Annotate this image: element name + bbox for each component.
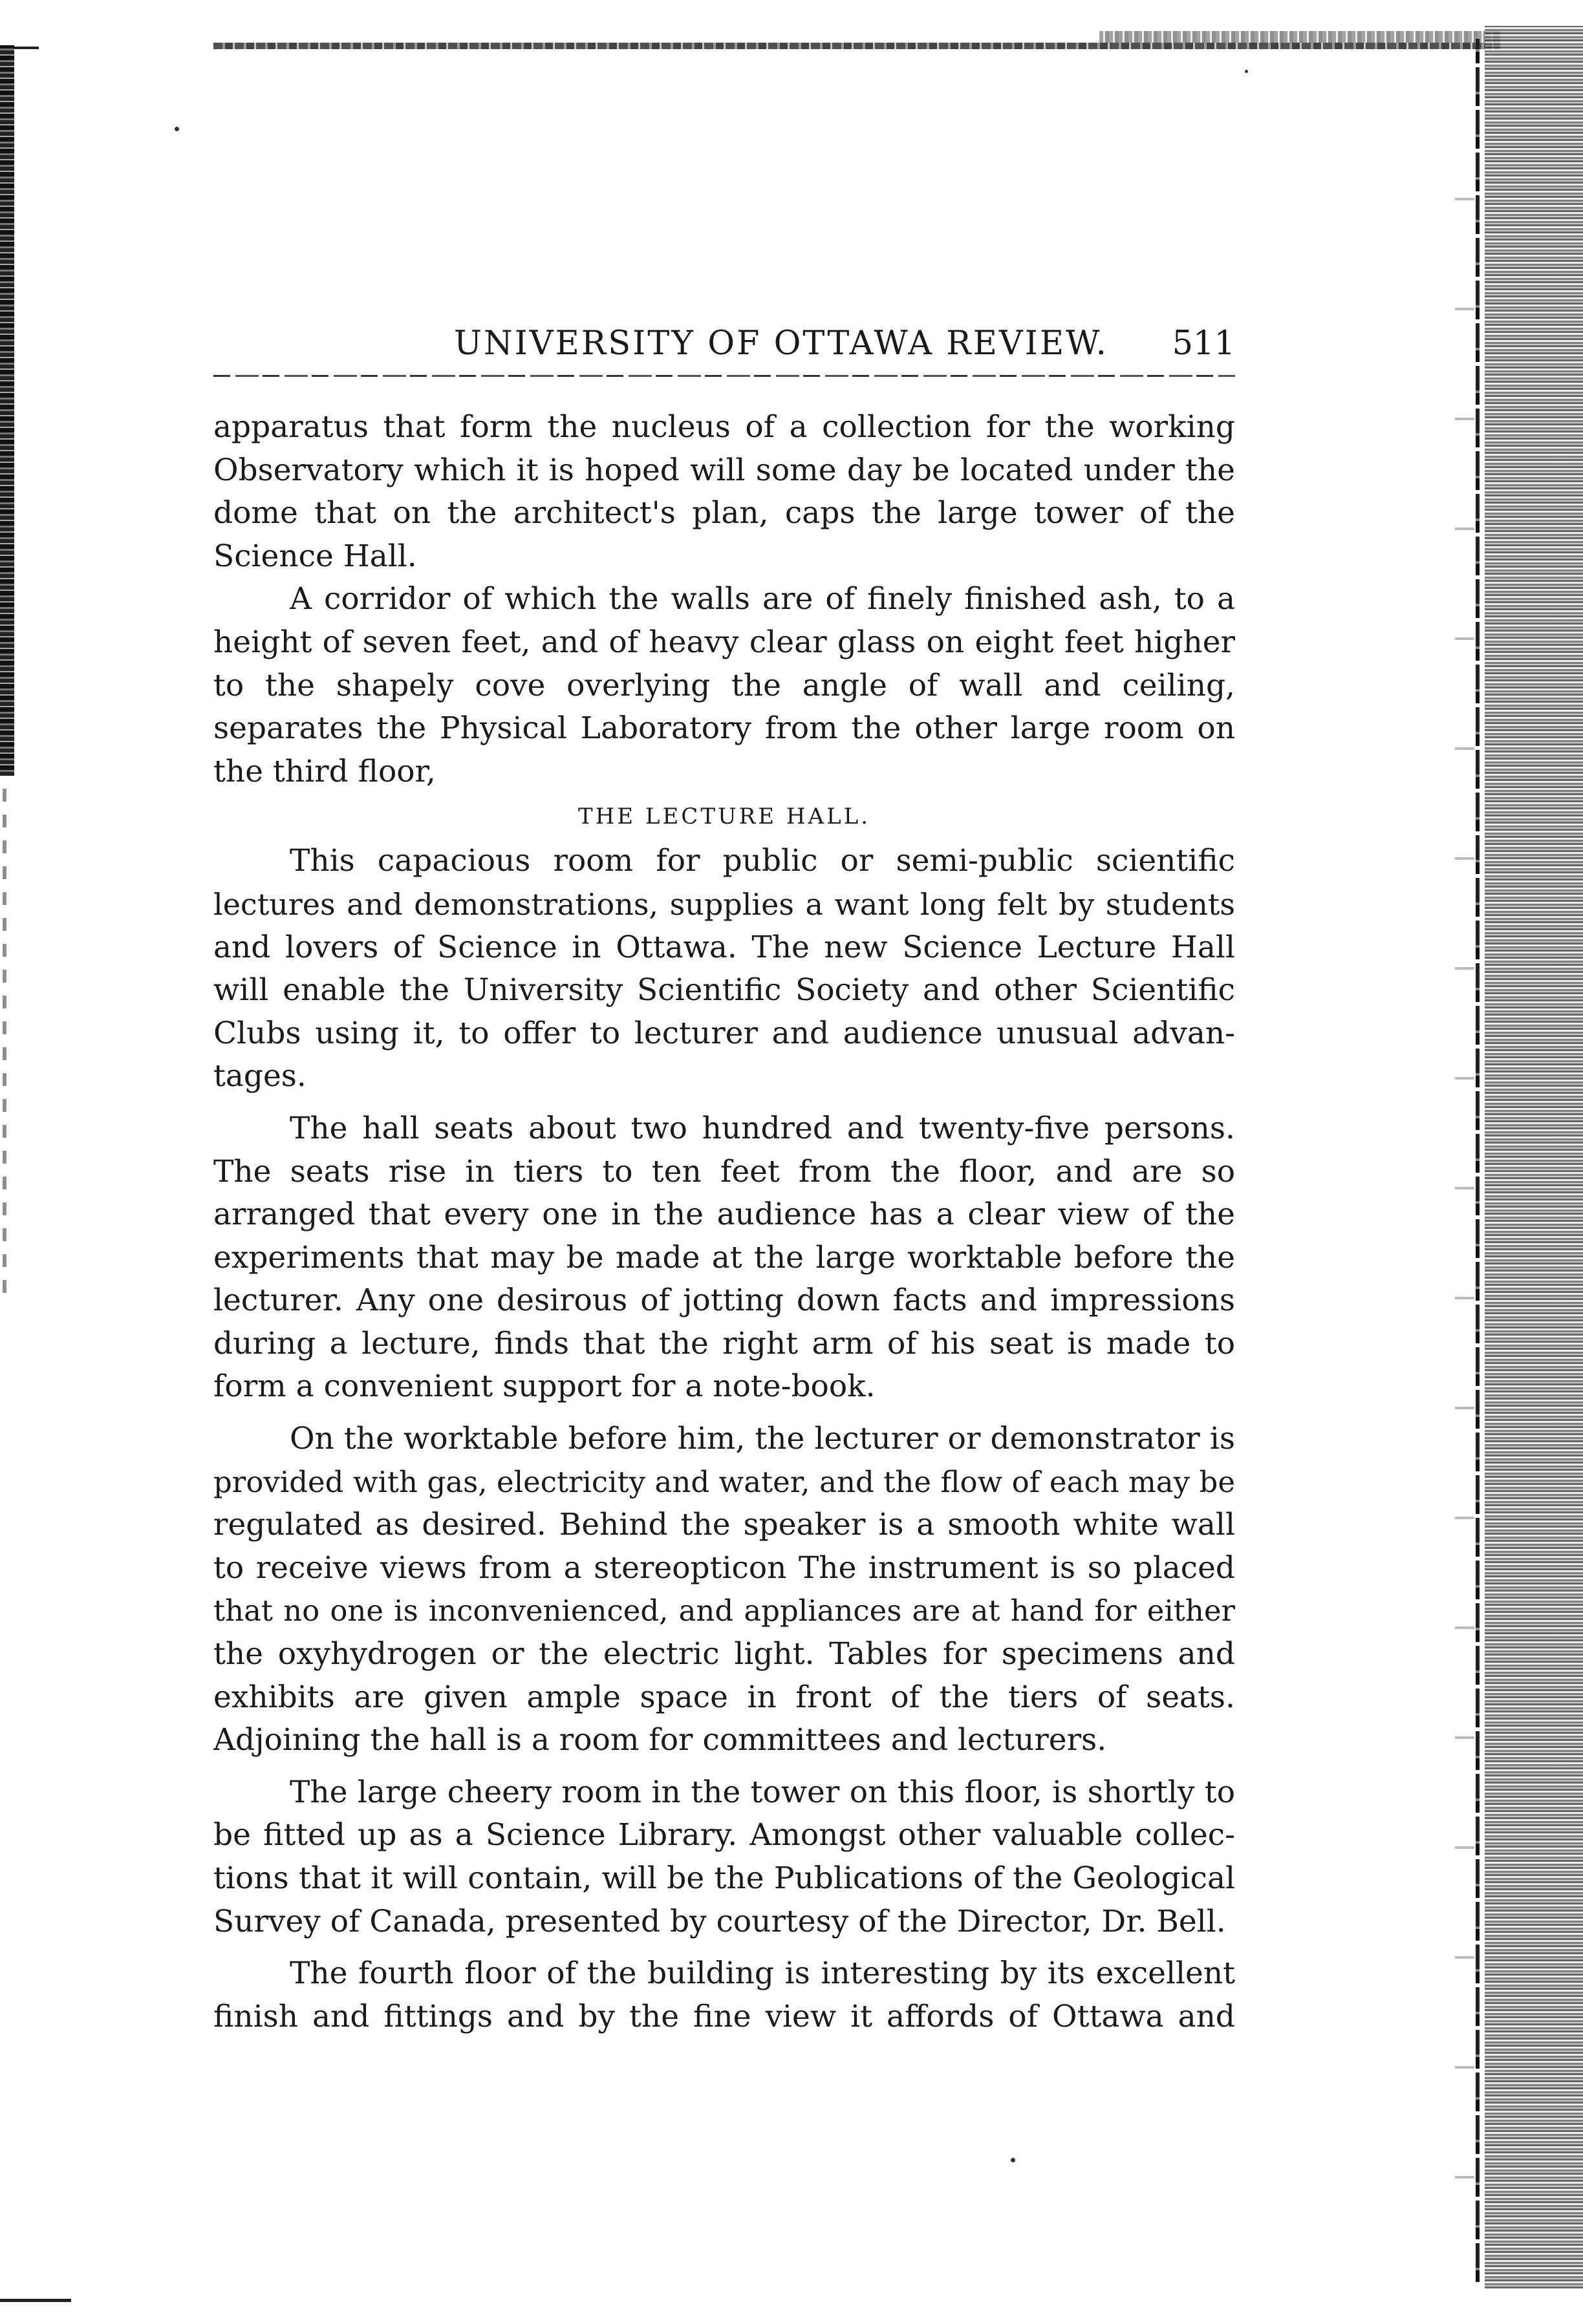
text-line: and lovers of Science in Ottawa. The new Science Lecture Hall — [213, 929, 1235, 965]
scan-left-binding-edge — [0, 45, 14, 776]
text-line: The large cheery room in the tower on this floor, is shortly to — [290, 1774, 1235, 1810]
text-line: to the shapely cove overlying the angle of wall and ceiling, — [213, 667, 1235, 703]
scan-left-binding-edge-thin — [3, 776, 6, 1293]
text-line: that no one is inconvenienced, and appliances are at hand for either — [213, 1594, 1235, 1628]
paragraph — [213, 1107, 1235, 1409]
paragraph — [213, 1418, 1235, 1762]
scan-right-page-edge — [1476, 39, 1480, 2282]
text-line: Adjoining the hall is a room for committees and lecturers. — [213, 1722, 1107, 1758]
text-line: The fourth floor of the building is interesting by its excellent — [290, 1956, 1235, 1992]
text-line: apparatus that form the nucleus of a collection for the working — [213, 409, 1235, 445]
text-line: The seats rise in tiers to ten feet from the floor, and are so — [213, 1153, 1235, 1189]
text-line: The hall seats about two hundred and twenty-five persons. — [290, 1110, 1235, 1146]
article-body — [213, 406, 1235, 2038]
text-line: lecturer. Any one desirous of jotting down facts and impressions — [213, 1283, 1235, 1319]
paragraph-gap — [213, 1762, 1235, 1771]
scan-speck — [175, 127, 179, 131]
text-line: separates the Physical Laboratory from the other large room on — [213, 710, 1235, 747]
scan-right-stacked-pages — [1485, 26, 1583, 2288]
text-line: experiments that may be made at the large worktable before the — [213, 1239, 1235, 1275]
text-line: height of seven feet, and of heavy clear glass on eight feet higher — [213, 624, 1235, 660]
page-number: 511 — [1172, 325, 1235, 363]
scan-bottom-mark — [0, 2299, 71, 2302]
paragraph-gap — [213, 1409, 1235, 1418]
text-line: to receive views from a stereopticon The instrument is so placed — [213, 1550, 1235, 1586]
text-line: On the worktable before him, the lecturer or demonstrator is — [290, 1421, 1235, 1457]
text-line: Survey of Canada, presented by courtesy of the Director, Dr. Bell. — [213, 1903, 1226, 1939]
scan-right-specks — [1455, 162, 1474, 2230]
paragraph — [213, 1771, 1235, 1943]
text-line: during a lecture, finds that the right arm of his seat is made to — [213, 1325, 1235, 1361]
paragraph-gap — [213, 1943, 1235, 1952]
text-line: Clubs using it, to offer to lecturer and audience unusual advan- — [213, 1015, 1235, 1051]
text-line: will enable the University Scientific Society and other Scientific — [213, 972, 1235, 1008]
scan-speck — [1011, 2158, 1015, 2162]
paragraph — [213, 1952, 1235, 2038]
text-line: A corridor of which the walls are of finely finished ash, to a — [290, 581, 1235, 617]
journal-title: UNIVERSITY OF OTTAWA REVIEW. — [454, 325, 1108, 363]
header-rule — [213, 375, 1235, 377]
paragraph-gap — [213, 1098, 1235, 1107]
text-line: dome that on the architect's plan, caps the large tower of the — [213, 495, 1235, 531]
scan-speck — [1245, 70, 1248, 73]
paragraph — [213, 840, 1235, 1098]
text-line: provided with gas, electricity and water, and the flow of each may be — [213, 1464, 1235, 1499]
text-line: Observatory which it is hoped will some day be located under the — [213, 452, 1235, 488]
text-line: exhibits are given ample space in front of the tiers of seats. — [213, 1679, 1235, 1715]
text-line: lectures and demonstrations, supplies a want long felt by students — [213, 886, 1235, 922]
scan-top-edge-shadow — [1099, 31, 1500, 43]
text-line: regulated as desired. Behind the speaker is a smooth white wall — [213, 1507, 1235, 1543]
section-heading: THE LECTURE HALL. — [577, 804, 871, 830]
text-line: finish and fittings and by the fine view it affords of Ottawa and — [213, 1998, 1235, 2034]
text-line: the third floor, — [213, 753, 436, 789]
text-line: tions that it will contain, will be the Publications of the Geological — [213, 1860, 1235, 1896]
running-head — [213, 323, 1235, 368]
paragraph — [213, 406, 1235, 578]
text-line: Science Hall. — [213, 538, 417, 574]
paragraph — [213, 578, 1235, 793]
text-line: the oxyhydrogen or the electric light. Tables for specimens and — [213, 1636, 1235, 1672]
scan-top-edge — [213, 43, 1500, 49]
text-line: tages. — [213, 1058, 307, 1094]
text-line: form a convenient support for a note-book. — [213, 1369, 876, 1405]
text-line: be fitted up as a Science Library. Amongst other valuable collec- — [213, 1817, 1235, 1853]
text-line: This capacious room for public or semi-public scientific — [290, 843, 1235, 879]
text-line: arranged that every one in the audience has a clear view of the — [213, 1197, 1235, 1233]
